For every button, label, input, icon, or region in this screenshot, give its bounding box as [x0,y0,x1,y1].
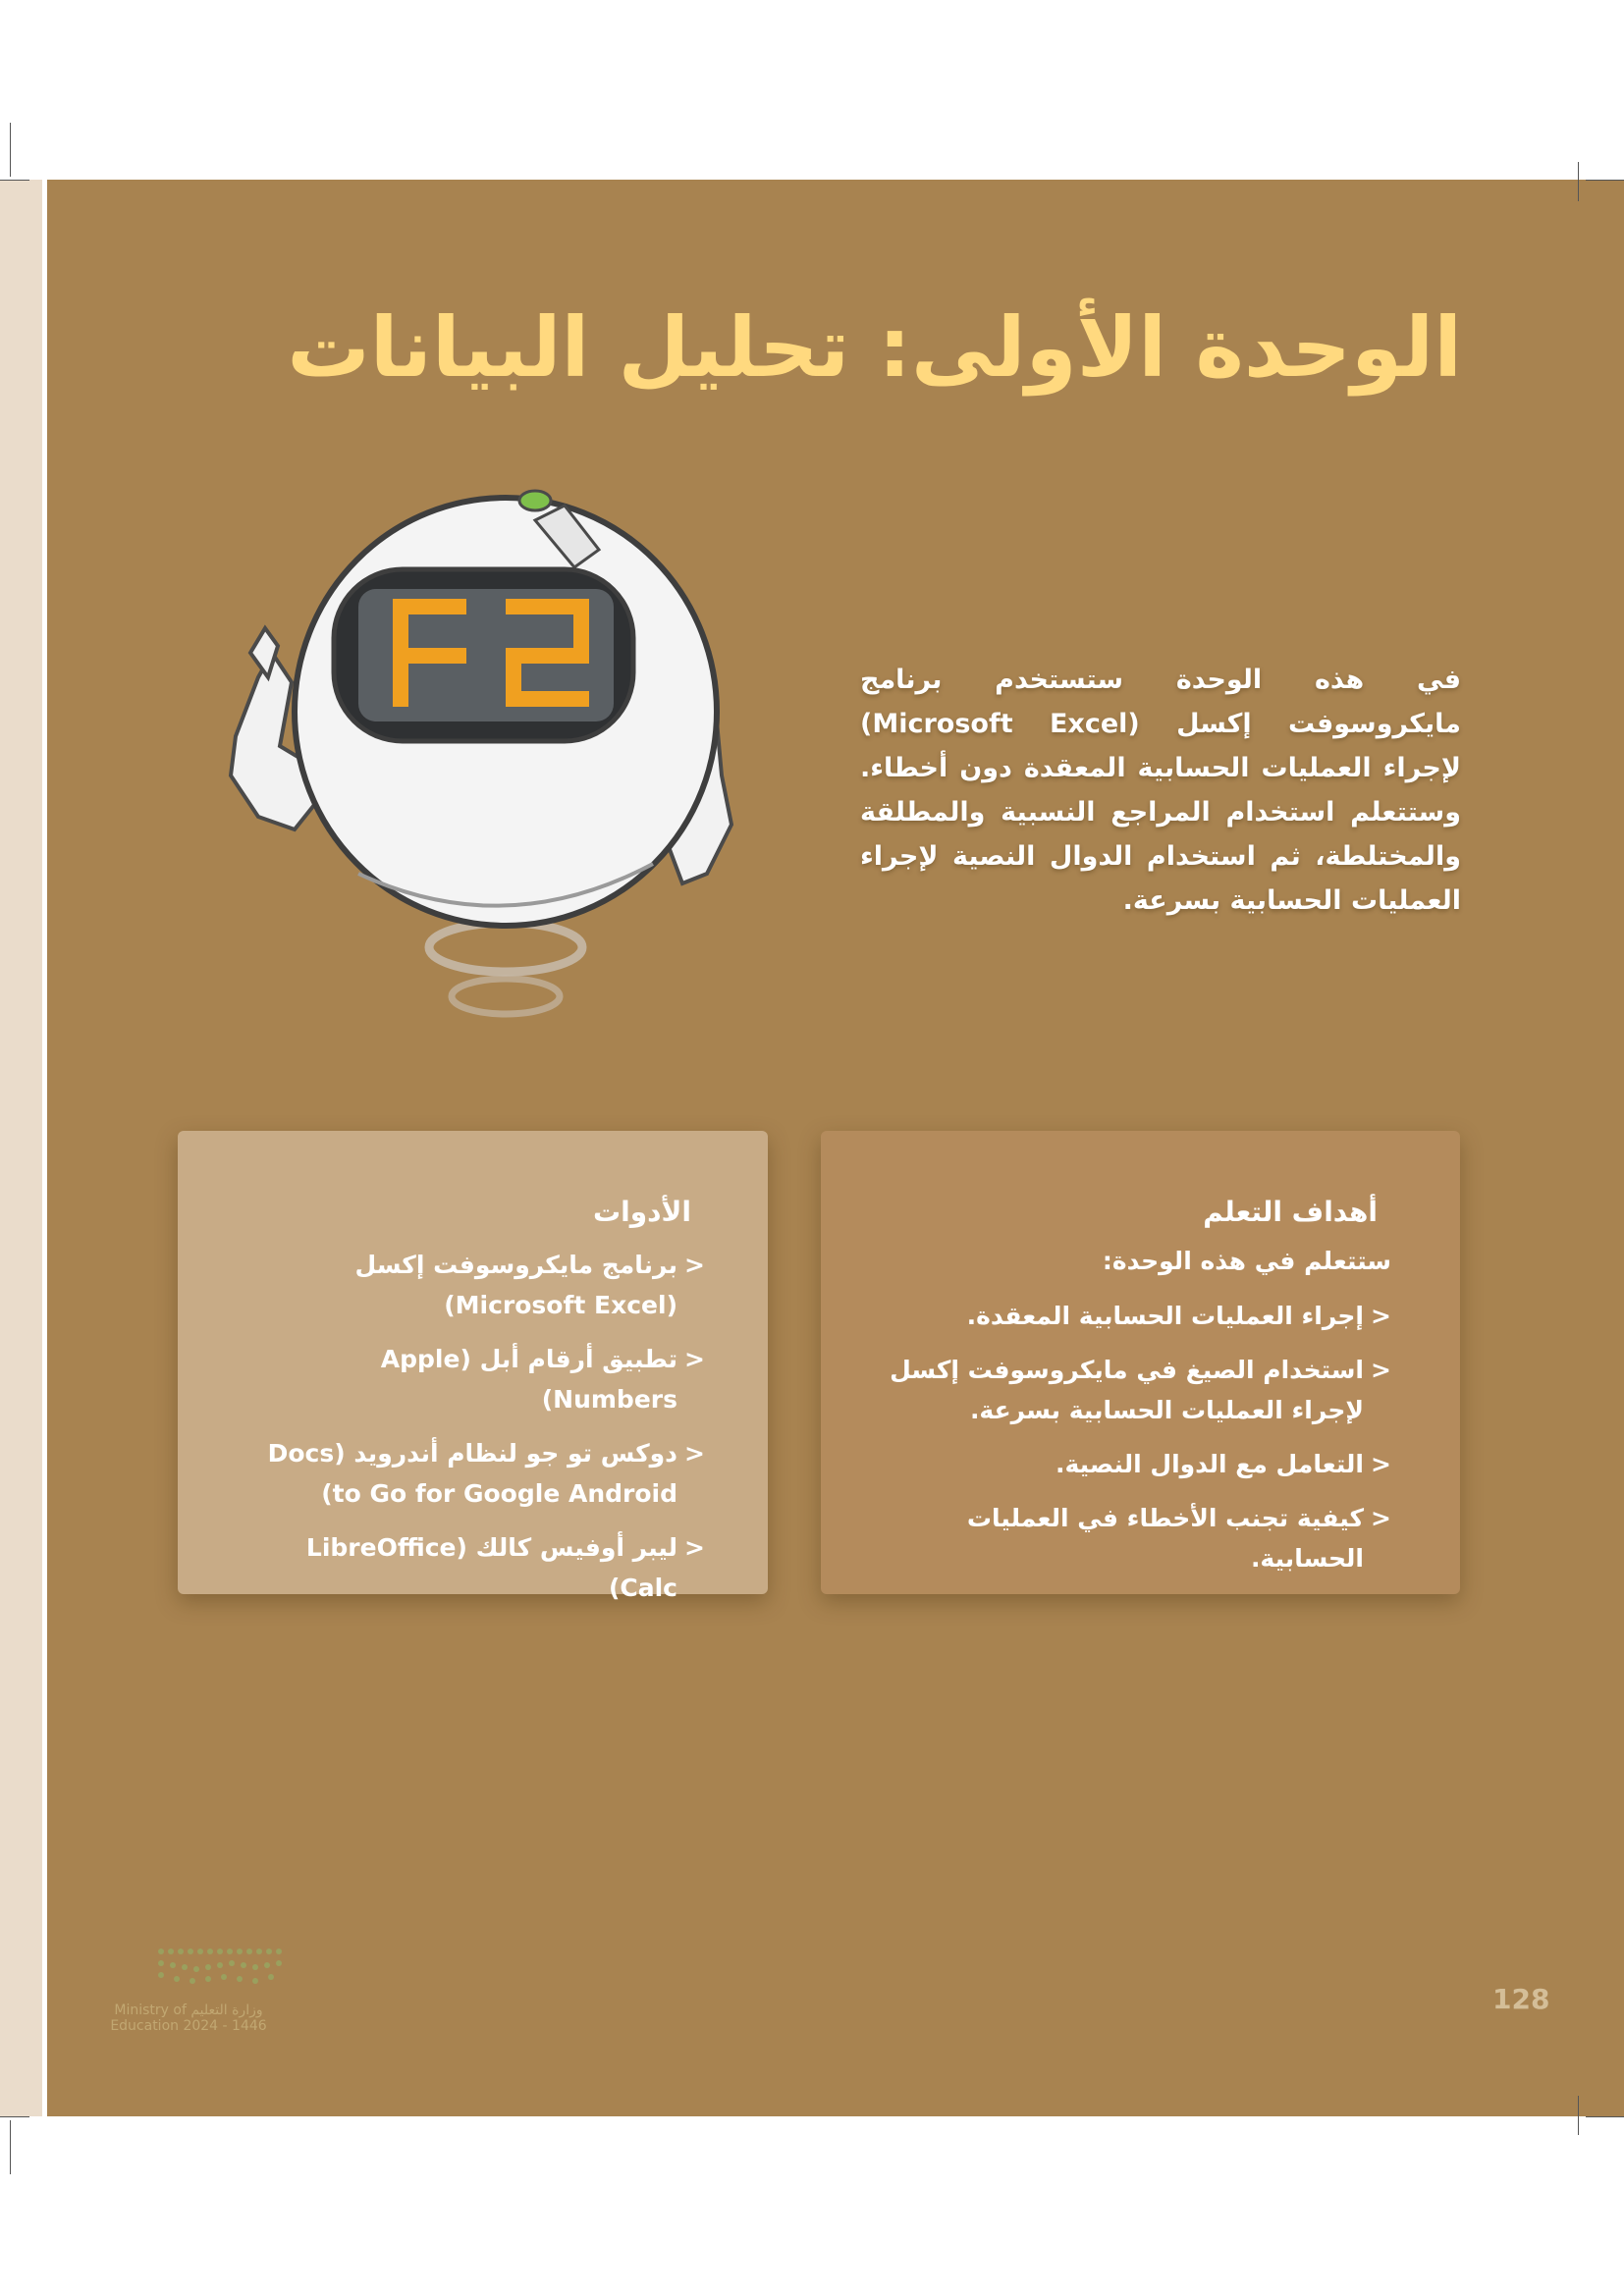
crop-mark [0,180,29,181]
list-item: < دوكس تو جو لنظام أندرويد (Docs to Go for Google Android) [244,1433,705,1514]
crop-mark [10,2120,11,2174]
chevron-bullet-icon: < [1371,1450,1391,1478]
list-item: < استخدام الصيغ في مايكروسوفت إكسل لإجراء العمليات الحسابية بسرعة. [881,1350,1391,1430]
learning-goals-lead: ستتعلم في هذه الوحدة: [1102,1247,1391,1275]
tools-box [178,1131,768,1602]
page-number: 128 [1492,1983,1550,2015]
spine-strip [0,180,42,2116]
list-item: < إجراء العمليات الحسابية المعقدة. [881,1296,1391,1336]
chevron-bullet-icon: < [1371,1504,1391,1532]
list-item: < التعامل مع الدوال النصية. [881,1444,1391,1484]
chevron-bullet-icon: < [1371,1356,1391,1384]
tools-heading: الأدوات [593,1196,691,1228]
learning-goals-heading: أهداف التعلم [1203,1196,1378,1228]
chevron-bullet-icon: < [684,1251,705,1279]
crop-mark [1578,162,1579,201]
crop-mark [1586,2116,1624,2117]
chevron-bullet-icon: < [684,1439,705,1468]
list-item: < برنامج مايكروسوفت إكسل (Microsoft Excel) [244,1245,705,1325]
chevron-bullet-icon: < [684,1533,705,1562]
tools-list [244,1245,705,1622]
learning-goals-box [821,1131,1460,1594]
crop-mark [0,2116,29,2117]
intro-paragraph: في هذه الوحدة ستستخدم برنامج مايكروسوفت إكسل (Microsoft Excel) لإجراء العمليات الحسابية المعقدة دون أخطاء. وستتعلم استخدام المراجع النسبية والمطلقة والمختلطة، ثم استخدام الدوال النصية لإجراء العمليات الحسابية بسرعة. [860,665,1461,916]
crop-mark [1578,2096,1579,2135]
list-item: < تطبيق أرقام أبل (Apple Numbers) [244,1339,705,1419]
ministry-logo-text: وزارة التعليم Ministry of Education 2024 - 1446 [110,2002,267,2034]
list-item: < ليبر أوفيس كالك (LibreOffice Calc) [244,1527,705,1608]
chevron-bullet-icon: < [684,1345,705,1373]
unit-title: الوحدة الأولى: تحليل البيانات [287,299,1462,396]
learning-goals-list [881,1296,1391,1592]
robot-illustration [211,452,746,1045]
list-item: < كيفية تجنب الأخطاء في العمليات الحسابية. [881,1498,1391,1578]
chevron-bullet-icon: < [1371,1302,1391,1330]
crop-mark [1586,180,1624,181]
crop-mark [10,123,11,177]
